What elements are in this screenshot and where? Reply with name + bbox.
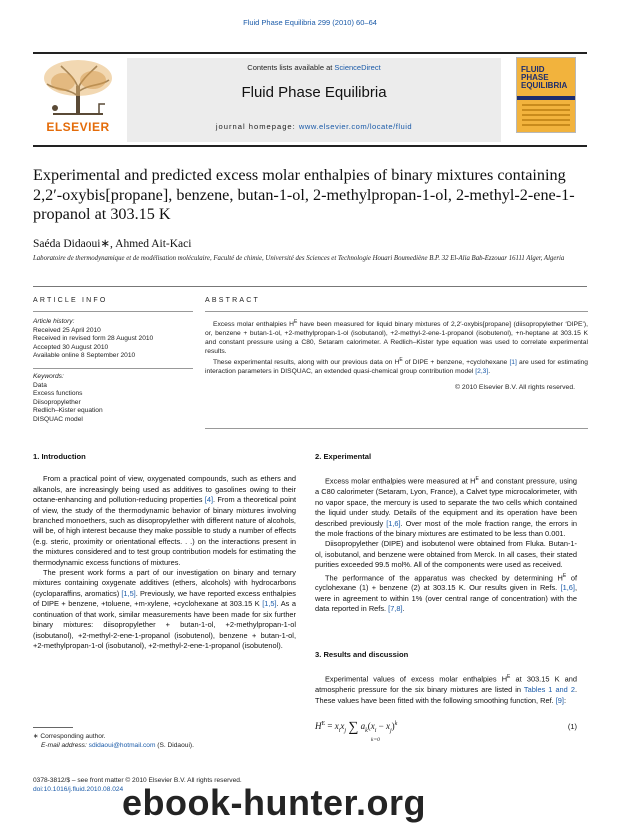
- journal-cover: [516, 57, 576, 133]
- results-paragraph-1: Experimental values of excess molar enthalpies $H^E$ at 303.15 K and atmospheric pressure for the six binary mixtures are listed in Tables 1 and 2. These values have been fitted with the following smoothing function, Ref. [9]:: [315, 674, 577, 705]
- intro-paragraph-2: The present work forms a part of our investigation on binary and ternary mixtures containing oxygenate additives (ethers, alcohols) with hydrocarbons (cycloparaffins, aromatics) [1,5]. Previously, we have reported excess enthalpies of DIPE + benzene, +toluene, +m-xylene, +cyclohexane at 303.15 K [1,5]. As a continuation of that work, similar measurements have been made for six further binary mixtures: diisopropylether + butan-1-ol, +2-methylpropan-1-ol (isobutanol), +2-methyl-2-ene-1-propanol (isobutenol), benzene + butan-1-ol, +2-methylpropan-1-ol (isobutanol), +2-methyl-2-ene-1-propanol (isobutenol).: [33, 568, 296, 650]
- experimental-paragraph-2: Diisopropylether (DIPE) and isobutenol were obtained from Fluka. Butan-1-ol, isobutanol, and benzene were obtained from Merck. In all cases, their stated purities exceeded 99.5 mol%. All of the components were used as received.: [315, 539, 577, 570]
- cover-line-1: FLUID PHASE: [521, 65, 549, 82]
- introduction-heading: 1. Introduction: [33, 452, 86, 461]
- contents-prefix: Contents lists available at: [247, 63, 335, 72]
- reference-link[interactable]: [1]: [509, 359, 517, 367]
- reference-link[interactable]: [1,5]: [121, 588, 136, 598]
- experimental-section: [315, 452, 577, 615]
- results-heading: 3. Results and discussion: [315, 650, 409, 659]
- reference-link[interactable]: [7,8]: [388, 604, 403, 614]
- copyright: © 2010 Elsevier B.V. All rights reserved.: [455, 384, 575, 391]
- keyword-item: DISQUAC model: [33, 415, 83, 423]
- article-info-rule: [33, 311, 193, 312]
- watermark: ebook-hunter.org: [122, 782, 426, 823]
- abstract-body: [205, 318, 588, 377]
- reference-link[interactable]: [9]: [555, 695, 564, 705]
- abstract-heading: ABSTRACT: [205, 297, 260, 304]
- introduction-section: [33, 452, 296, 651]
- article-history: [33, 318, 198, 361]
- footnote: [33, 732, 303, 750]
- reference-link[interactable]: [1,6]: [386, 518, 401, 528]
- equation-number: (1): [567, 722, 577, 731]
- journal-reference[interactable]: Fluid Phase Equilibria 299 (2010) 60–64: [243, 18, 377, 27]
- history-revised: Received in revised form 28 August 2010: [33, 335, 154, 342]
- intro-paragraph-1: From a practical point of view, oxygenated compounds, such as ethers and alkanols, are increasingly being used as additives to gasolines owing to their octane-enhancing and pollution-reducing properties [4]. From a theoretical point of view, the study of the thermodynamic behavior of binary mixtures involving branched monoethers, such as diisopropylether with different nature of alcohols, will be, of high interest because they make possible to study a number of effects (e.g. steric, proximity or orientational effects. . .) on the interactions present in the mixtures considered and to test group contribution models for estimating the thermodynamic excess functions of mixtures.: [33, 474, 297, 567]
- affiliation: Laboratoire de thermodynamique et de modélisation moléculaire, Faculté de chimie, Université des Sciences et Technologie Houari Boumediène B.P. 32 El-Alia Bab-Ezzouar 16111 Alger, Algeria: [33, 255, 565, 262]
- keyword-item: Redlich–Kister equation: [33, 407, 103, 414]
- experimental-paragraph-1: Excess molar enthalpies were measured at $H^E$ and constant pressure, using a C80 calorimeter (Setaram, Lyon, France), a Calvet type microcalorimeter, with no vapor space, the mercury is used to separate the two cells which contained the liquid under study. Details of the equipment and its operation have been described previously [1,6]. Over most of the mole fraction range, the errors in the mole fractions of the binary mixtures are estimated to be less than 0.001.: [315, 476, 577, 538]
- authors: Saéda Didaoui∗, Ahmed Ait-Kaci: [33, 238, 192, 250]
- title-rule: [33, 286, 587, 287]
- abstract-paragraph-1: Excess molar enthalpies $H^E$ have been measured for liquid binary mixtures of 2,2′-oxybis[propane] (diisopropylether ‘DIPE’), or, benzene + butan-1-ol, +2-methylpropan-1-ol (isobutanol), +2-methyl-2-ene-1-propanol (isobutenol), +n-heptane at 303.15 K and constant pressure using a C80, Setaram calorimeter. A Redlich–Kister type equation was used to correlate experimental results.: [205, 319, 588, 355]
- reference-link[interactable]: Tables 1 and 2: [523, 685, 575, 695]
- reference-link[interactable]: [1,5]: [262, 599, 277, 609]
- abstract-bottom-rule: [205, 428, 588, 429]
- header-top-rule: [33, 52, 587, 54]
- email-link[interactable]: sdidaoui@hotmail.com: [88, 742, 156, 749]
- journal-homepage: [127, 122, 501, 131]
- footnote-rule: [33, 727, 73, 728]
- experimental-heading: 2. Experimental: [315, 452, 372, 461]
- journal-title: Fluid Phase Equilibria: [241, 84, 387, 101]
- abstract-paragraph-2: These experimental results, along with our previous data on $H^E$ of DIPE + benzene, +cyclohexane [1] are used for estimating interaction parameters in DISQUAC, an extended quasi-chemical group contribution model [2,3].: [205, 357, 588, 376]
- equation-1: $H^E = x_ix_j$ ∑ $a_k(x_i - x_j)^k$ k=0 (1): [315, 720, 577, 743]
- cover-line-2: EQUILIBRIA: [521, 81, 568, 90]
- keyword-item: Diisopropylether: [33, 398, 81, 406]
- homepage-link[interactable]: www.elsevier.com/locate/fluid: [298, 122, 413, 131]
- history-label: Article history:: [33, 318, 75, 325]
- doi-link[interactable]: doi:10.1016/j.fluid.2010.08.024: [33, 786, 124, 793]
- reference-link[interactable]: [2,3]: [475, 368, 489, 376]
- history-online: Available online 8 September 2010: [33, 352, 136, 359]
- article-info-heading: ARTICLE INFO: [33, 297, 108, 304]
- issn-line: 0378-3812/$ – see front matter © 2010 Elsevier B.V. All rights reserved.: [33, 777, 242, 784]
- publisher-name: ELSEVIER: [46, 120, 110, 134]
- keyword-item: Data: [33, 381, 47, 389]
- results-section: [315, 650, 577, 706]
- email-line: E-mail address: sdidaoui@hotmail.com (S. Didaoui).: [41, 742, 194, 749]
- keywords-label: Keywords:: [33, 373, 64, 380]
- history-accepted: Accepted 30 August 2010: [33, 343, 109, 351]
- keyword-item: Excess functions: [33, 390, 83, 397]
- reference-link[interactable]: [4]: [204, 495, 213, 505]
- reference-link[interactable]: [1,6]: [560, 583, 575, 593]
- keywords: [33, 373, 198, 424]
- header-bottom-rule: [33, 145, 587, 147]
- contents-line: [127, 63, 501, 72]
- homepage-prefix: journal homepage:: [215, 122, 299, 131]
- sciencedirect-link[interactable]: ScienceDirect: [334, 63, 381, 72]
- abstract-rule: [205, 311, 588, 312]
- corresponding-author: ∗ Corresponding author.: [33, 733, 106, 740]
- keywords-rule: [33, 368, 193, 369]
- experimental-paragraph-3: The performance of the apparatus was checked by determining $H^E$ of cyclohexane (1) + benzene (2) at 303.15 K. Our results given in Refs. [1,6], were in agreement to within 1% (over central range of concentration) with the data reported in Refs. [7,8].: [315, 572, 578, 614]
- article-title: Experimental and predicted excess molar enthalpies of binary mixtures containing 2,2′-oxybis[propane], benzene, butan-1-ol, 2-methylpropan-1-ol, 2-methyl-2-ene-1-propanol at 303.15 K: [33, 166, 575, 223]
- history-received: Received 25 April 2010: [33, 326, 101, 334]
